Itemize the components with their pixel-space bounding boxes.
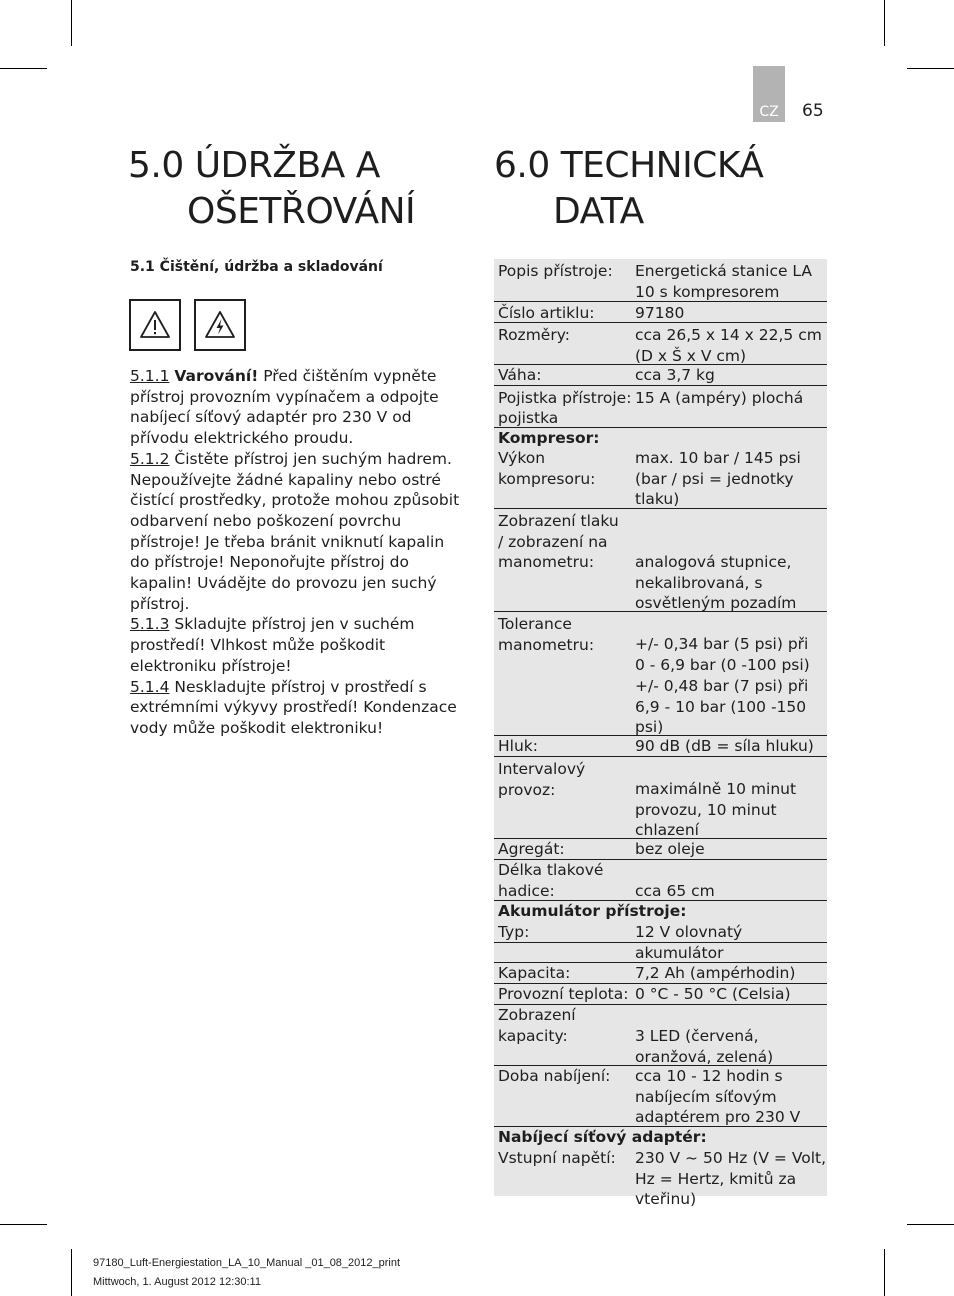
row-label: Intervalový provoz: <box>498 760 586 799</box>
row-value: 97180 <box>635 304 685 322</box>
heading-line-1: 6.0 TECHNICKÁ <box>494 145 764 186</box>
table-row <box>494 365 827 386</box>
table-row <box>494 1148 827 1218</box>
technical-data-table <box>494 259 827 1209</box>
row-label: Zobrazení kapacity: <box>498 1006 576 1045</box>
row-value: 0 °C - 50 °C (Celsia) <box>635 985 791 1003</box>
row-value-continued: akumulátor <box>635 944 724 962</box>
row-label: Délka tlakové hadice: <box>498 861 604 900</box>
table-row <box>494 736 827 757</box>
row-label: Rozměry: <box>498 326 570 344</box>
row-label: Pojistka přístroje: <box>498 389 632 407</box>
table-row <box>494 302 827 323</box>
crop-mark <box>71 1249 72 1296</box>
page-number: 65 <box>802 101 824 121</box>
paragraph-number: 5.1.4 <box>130 677 170 696</box>
print-file-name: 97180_Luft-Energiestation_LA_10_Manual _01_08_2012_print <box>93 1257 401 1269</box>
paragraph-text: Před čištěním vypněte přístroj provozním vypínačem a odpojte nabíjecí síťový adaptér pro 230 V od přívodu elektrického proudu. <box>130 367 439 448</box>
crop-mark <box>0 68 47 69</box>
instruction-paragraph <box>130 677 460 739</box>
warning-label: Varování! <box>174 367 259 385</box>
row-label: Provozní teplota: <box>498 985 629 1003</box>
row-value: cca 10 - 12 hodin s nabíjecím síťovým adaptérem pro 230 V <box>635 1067 801 1127</box>
table-row <box>494 922 827 943</box>
row-value: 230 V ~ 50 Hz (V = Volt, Hz = Hertz, kmitů za vteřinu) <box>635 1149 827 1209</box>
section-heading-maintenance <box>128 143 415 235</box>
row-value: 7,2 Ah (ampérhodin) <box>635 964 796 982</box>
language-tab <box>753 66 785 122</box>
section-label: Akumulátor přístroje: <box>498 902 687 920</box>
heading-line-2: OŠETŘOVÁNÍ <box>187 191 416 232</box>
row-label: Váha: <box>498 366 542 384</box>
language-code: CZ <box>759 104 779 120</box>
section-label: Kompresor: <box>498 429 600 447</box>
row-label: Doba nabíjení: <box>498 1067 611 1085</box>
instruction-paragraph <box>130 614 460 676</box>
instruction-paragraph <box>130 366 460 449</box>
row-value: 15 A (ampéry) plochá <box>635 389 804 407</box>
table-row <box>494 448 827 509</box>
print-timestamp: Mittwoch, 1. August 2012 12:30:11 <box>93 1276 261 1288</box>
row-value: 3 LED (červená, oranžová, zelená) <box>635 1027 774 1066</box>
electric-hazard-icon <box>194 299 246 351</box>
heading-line-2: DATA <box>553 191 644 232</box>
table-row <box>494 612 827 736</box>
crop-mark <box>884 1249 885 1296</box>
row-label: Hluk: <box>498 737 538 755</box>
row-label: Číslo artiklu: <box>498 304 595 322</box>
crop-mark <box>907 1224 954 1225</box>
row-value: analogová stupnice, nekalibrovaná, s osvětleným pozadím <box>635 553 797 613</box>
table-row <box>494 757 827 839</box>
row-value: cca 3,7 kg <box>635 366 715 384</box>
row-value: bez oleje <box>635 840 705 858</box>
row-label: Vstupní napětí: <box>498 1149 616 1167</box>
paragraph-number: 5.1.1 <box>130 367 170 385</box>
row-label: Zobrazení tlaku / zobrazení na manometru: <box>498 512 619 572</box>
row-label: Agregát: <box>498 840 565 858</box>
table-row <box>494 963 827 984</box>
row-label: Kapacita: <box>498 964 571 982</box>
paragraph-text: Neskladujte přístroj v prostředí s extrémními výkyvy prostředí! Kondenzace vody může poškodit elektroniku! <box>130 677 457 737</box>
paragraph-number: 5.1.3 <box>130 615 170 634</box>
table-row <box>494 1066 827 1127</box>
paragraph-text: Skladujte přístroj jen v suchém prostředí! Vlhkost může poškodit elektroniku přístroje! <box>130 615 415 675</box>
row-label: Popis přístroje: <box>498 262 613 280</box>
section-heading-technical-data <box>494 143 763 235</box>
row-value-continued: pojistka <box>498 409 559 427</box>
table-row <box>494 323 827 365</box>
warning-triangle-icon <box>129 299 181 351</box>
row-label: Výkon kompresoru: <box>498 449 596 488</box>
table-row <box>494 259 827 302</box>
row-value: cca 26,5 x 14 x 22,5 cm (D x Š x V cm) <box>635 326 822 365</box>
table-row <box>494 943 827 963</box>
crop-mark <box>907 68 954 69</box>
table-row <box>494 509 827 612</box>
row-value: 12 V olovnatý <box>635 923 743 941</box>
table-row <box>494 984 827 1005</box>
table-row <box>494 386 827 428</box>
crop-mark <box>884 0 885 46</box>
row-value: max. 10 bar / 145 psi (bar / psi = jednotky tlaku) <box>635 449 801 509</box>
row-value: Energetická stanice LA 10 s kompresorem <box>635 262 813 301</box>
row-label: Tolerance manometru: <box>498 615 595 654</box>
heading-line-1: 5.0 ÚDRŽBA A <box>128 145 380 186</box>
paragraph-text: Čistěte přístroj jen suchým hadrem. Nepoužívejte žádné kapaliny nebo ostré čistící prostředky, protože mohou způsobit odbarvení nebo poškození povrchu přístroje! Je třeba bránit vniknutí kapalin do přístroje! Neponořujte přístroj do kapalin! Uvádějte do provozu jen suchý přístroj. <box>130 449 460 613</box>
table-section-row <box>494 1127 827 1148</box>
maintenance-instructions <box>130 366 460 739</box>
row-value: +/- 0,48 bar (7 psi) při 6,9 - 10 bar (100 -150 psi) <box>635 677 809 737</box>
table-section-row <box>494 428 827 448</box>
row-value: cca 65 cm <box>635 882 715 900</box>
crop-mark <box>0 1224 47 1225</box>
row-label: Typ: <box>498 923 530 941</box>
paragraph-number: 5.1.2 <box>130 449 170 468</box>
section-label: Nabíjecí síťový adaptér: <box>498 1128 707 1146</box>
table-section-row <box>494 901 827 922</box>
crop-mark <box>71 0 72 46</box>
row-value: maximálně 10 minut provozu, 10 minut chlazení <box>635 780 797 840</box>
row-value: +/- 0,34 bar (5 psi) při 0 - 6,9 bar (0 -100 psi) <box>635 635 810 674</box>
row-value: 90 dB (dB = síla hluku) <box>635 737 814 755</box>
subsection-heading: 5.1 Čištění, údržba a skladování <box>130 259 383 275</box>
table-row <box>494 860 827 901</box>
table-row <box>494 1005 827 1066</box>
instruction-paragraph <box>130 449 460 615</box>
table-row <box>494 839 827 860</box>
